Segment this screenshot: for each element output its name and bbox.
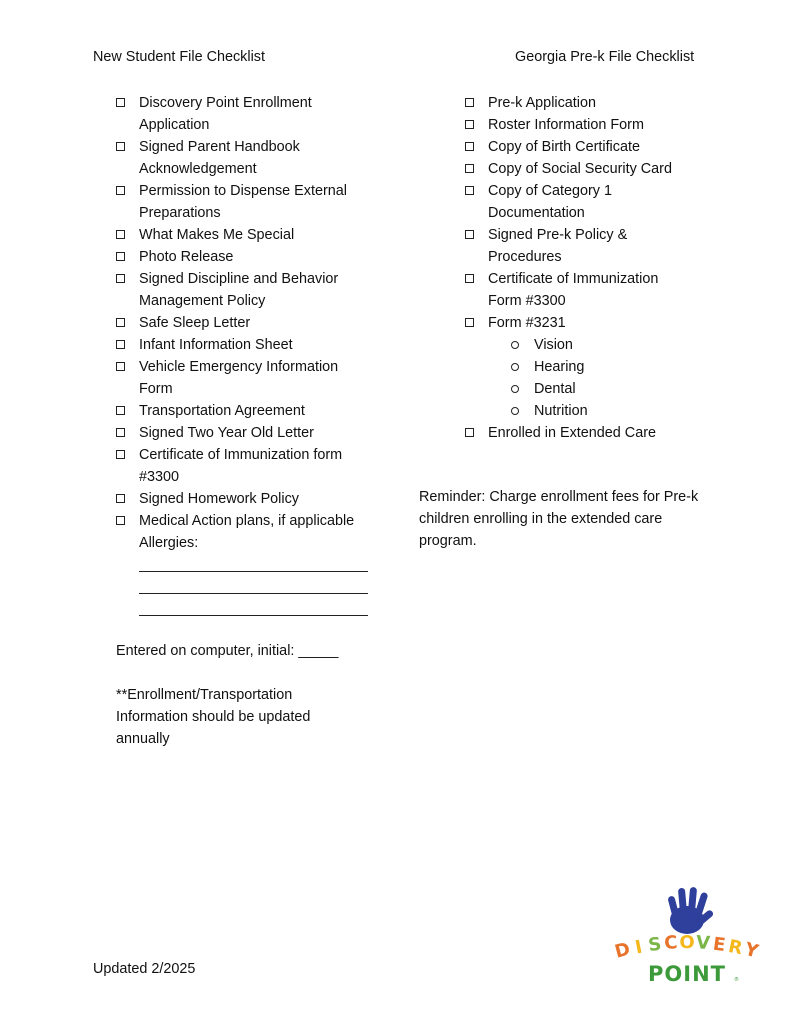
checkbox-icon[interactable]	[465, 98, 474, 107]
checkbox-icon[interactable]	[116, 142, 125, 151]
checkbox-icon[interactable]	[116, 318, 125, 327]
checkbox-icon[interactable]	[116, 362, 125, 371]
checklist-item: What Makes Me Special	[116, 224, 374, 246]
right-column-title: Georgia Pre-k File Checklist	[515, 49, 695, 65]
logo-letter: Y	[742, 938, 761, 963]
discovery-point-logo	[612, 882, 762, 992]
checklist-item: Permission to Dispense External Preparations	[116, 180, 374, 224]
checklist-item-medical: Medical Action plans, if applicable Allergies:	[116, 510, 374, 620]
checklist-item: Form #3231 Vision Hearing Dental Nutrition	[465, 312, 695, 422]
checkbox-icon[interactable]	[116, 274, 125, 283]
form-3231-sublist	[488, 334, 695, 422]
logo-letter: E	[711, 933, 727, 957]
new-student-checklist	[116, 92, 374, 620]
checklist-item: Certificate of Immunization Form #3300	[465, 268, 695, 312]
sub-list-item: Vision	[511, 334, 695, 356]
update-note: **Enrollment/Transportation Information should be updated annually	[116, 687, 311, 747]
checkbox-icon[interactable]	[116, 516, 125, 525]
checkbox-icon[interactable]	[116, 186, 125, 195]
logo-letter: C	[663, 932, 679, 955]
allergies-line[interactable]	[139, 550, 368, 572]
logo-graphic	[612, 882, 762, 992]
logo-word-discovery	[613, 932, 762, 963]
circle-bullet-icon	[511, 407, 519, 415]
checklist-item: Vehicle Emergency Information Form	[116, 356, 374, 400]
checkbox-icon[interactable]	[116, 428, 125, 437]
sub-list-item: Dental	[511, 378, 695, 400]
checkbox-icon[interactable]	[116, 340, 125, 349]
sub-list-item: Nutrition	[511, 400, 695, 422]
checkbox-icon[interactable]	[465, 186, 474, 195]
checkbox-icon[interactable]	[465, 428, 474, 437]
checkbox-icon[interactable]	[465, 318, 474, 327]
logo-word-point: POINT	[648, 962, 726, 986]
checklist-item: Copy of Category 1 Documentation	[465, 180, 695, 224]
checkbox-icon[interactable]	[116, 230, 125, 239]
checklist-item: Signed Parent Handbook Acknowledgement	[116, 136, 374, 180]
circle-bullet-icon	[511, 341, 519, 349]
left-column-title: New Student File Checklist	[93, 49, 265, 65]
updated-date: Updated 2/2025	[93, 961, 196, 977]
logo-letter: R	[726, 935, 745, 960]
checklist-item: Infant Information Sheet	[116, 334, 374, 356]
logo-letter: S	[646, 933, 663, 957]
checkbox-icon[interactable]	[465, 274, 474, 283]
checklist-item: Photo Release	[116, 246, 374, 268]
hand-icon	[667, 887, 714, 934]
reminder-note: Reminder: Charge enrollment fees for Pre-k children enrolling in the extended care program.	[419, 489, 699, 549]
allergies-line[interactable]	[139, 572, 368, 594]
checklist-item: Transportation Agreement	[116, 400, 374, 422]
checklist-item: Roster Information Form	[465, 114, 695, 136]
checklist-item: Discovery Point Enrollment Application	[116, 92, 374, 136]
checklist-item: Certificate of Immunization form #3300	[116, 444, 374, 488]
sub-list-item: Hearing	[511, 356, 695, 378]
circle-bullet-icon	[511, 385, 519, 393]
checkbox-icon[interactable]	[116, 450, 125, 459]
checklist-item: Signed Homework Policy	[116, 488, 374, 510]
registered-mark: ®	[734, 977, 739, 983]
logo-letter: V	[695, 932, 711, 955]
checkbox-icon[interactable]	[116, 98, 125, 107]
checkbox-icon[interactable]	[116, 406, 125, 415]
logo-letter: I	[633, 936, 645, 959]
checklist-item: Copy of Social Security Card	[465, 158, 695, 180]
checklist-item: Signed Discipline and Behavior Management Policy	[116, 268, 374, 312]
checkbox-icon[interactable]	[116, 252, 125, 261]
checklist-item: Signed Pre-k Policy & Procedures	[465, 224, 695, 268]
logo-letter: O	[679, 932, 695, 953]
checklist-item: Copy of Birth Certificate	[465, 136, 695, 158]
circle-bullet-icon	[511, 363, 519, 371]
checkbox-icon[interactable]	[465, 164, 474, 173]
checklist-item: Pre-k Application	[465, 92, 695, 114]
checkbox-icon[interactable]	[116, 494, 125, 503]
checkbox-icon[interactable]	[465, 230, 474, 239]
checklist-item: Signed Two Year Old Letter	[116, 422, 374, 444]
checkbox-icon[interactable]	[465, 142, 474, 151]
allergies-line[interactable]	[139, 594, 368, 616]
checkbox-icon[interactable]	[465, 120, 474, 129]
allergies-label: Allergies:	[139, 535, 199, 551]
entered-on-computer-note: Entered on computer, initial: _____	[116, 643, 339, 659]
prek-checklist	[465, 92, 695, 444]
checklist-item: Enrolled in Extended Care	[465, 422, 695, 444]
checklist-item: Safe Sleep Letter	[116, 312, 374, 334]
logo-letter: D	[612, 938, 633, 963]
